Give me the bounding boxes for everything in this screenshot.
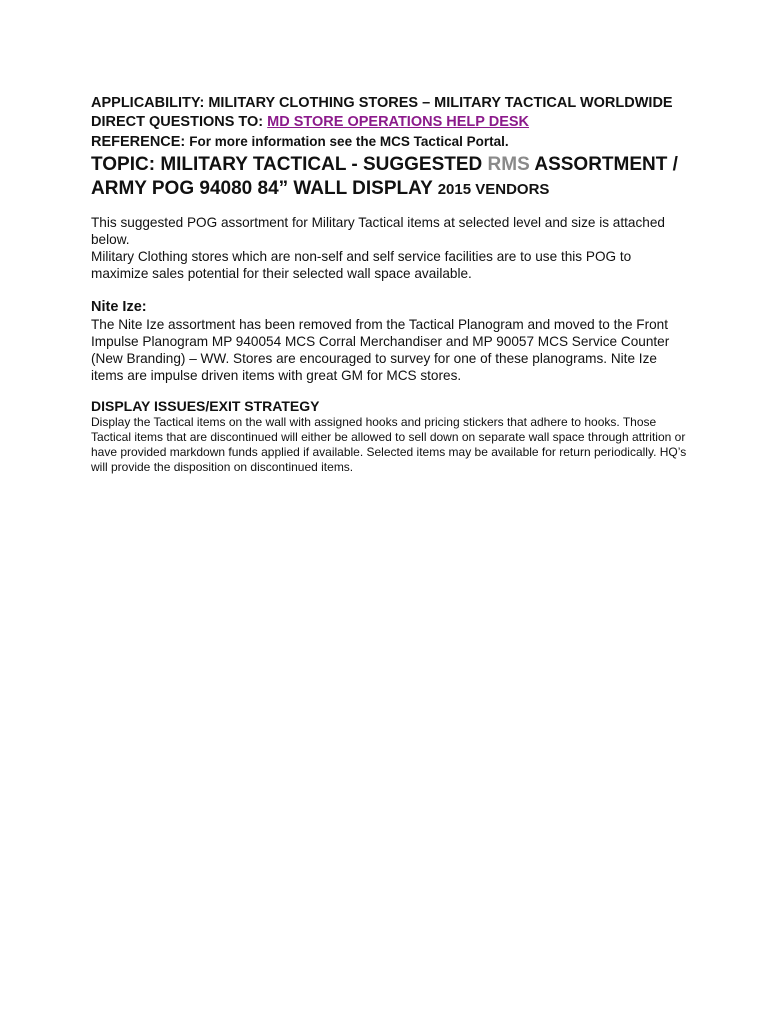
topic-part2: ASSORTMENT / ARMY POG 94080 84” WALL DISPLAY (91, 154, 678, 199)
display-issues-body: Display the Tactical items on the wall with assigned hooks and pricing stickers that adhere to hooks. Those Tactical items that are discontinued will either be allowed to sell down on separate wall space through attrition or have provided markdown funds applied if available. Selected items may be available for return periodically. HQ’s will provide the disposition on discontinued items. (91, 415, 687, 474)
nite-ize-body: The Nite Ize assortment has been removed from the Tactical Planogram and moved to the Front Impulse Planogram MP 940054 MCS Corral Merchandiser and MP 90057 MCS Service Counter (New Branding) – WW. Stores are encouraged to survey for one of these planograms. Nite Ize items are impulse driven items with great GM for MCS stores. (91, 317, 670, 383)
applicability-line: APPLICABILITY: MILITARY CLOTHING STORES – MILITARY TACTICAL WORLDWIDE (91, 95, 673, 111)
document-body (91, 94, 691, 475)
direct-questions-label: DIRECT QUESTIONS TO: (91, 114, 264, 130)
reference-text: For more information see the MCS Tactical Portal. (189, 134, 509, 149)
intro-paragraph (91, 214, 691, 282)
nite-ize-heading: Nite Ize: (91, 299, 147, 315)
topic-title (91, 153, 691, 202)
direct-questions-line (91, 113, 691, 132)
intro-line-2: Military Clothing stores which are non-self and self service facilities are to use this POG to maximize sales potential for their selected wall space available. (91, 249, 632, 281)
reference-line (91, 132, 691, 152)
display-issues-heading: DISPLAY ISSUES/EXIT STRATEGY (91, 398, 320, 414)
topic-rms: RMS (487, 154, 530, 175)
topic-part1: TOPIC: MILITARY TACTICAL - SUGGESTED (91, 154, 488, 175)
help-desk-link[interactable]: MD STORE OPERATIONS HELP DESK (267, 114, 530, 130)
intro-line-1: This suggested POG assortment for Military Tactical items at selected level and size is attached below. (91, 215, 665, 247)
reference-label: REFERENCE: (91, 134, 186, 150)
topic-part3: 2015 VENDORS (437, 181, 550, 198)
